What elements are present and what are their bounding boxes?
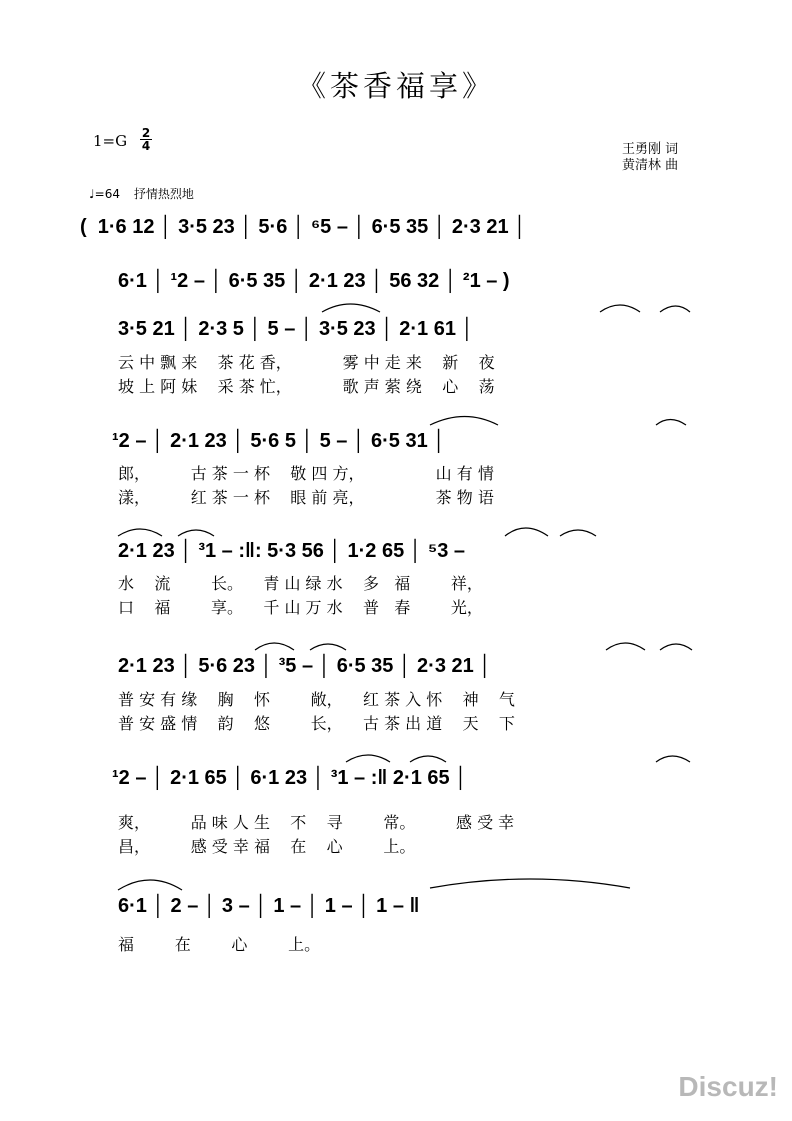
lyrics-row-3-verse-1: 云 中 飘 来 茶 花 香， 雾 中 走 来 新 夜 [118, 353, 495, 372]
lyrics-row-6-verse-2: 普 安 盛 情 韵 悠 长， 古 茶 出 道 天 下 [118, 714, 515, 733]
lyrics-row-6-verse-1: 普 安 有 缘 胸 怀 敞， 红 茶 入 怀 神 气 [118, 690, 515, 709]
lyrics-row-4-verse-2: 漾， 红 茶 一 杯 眼 前 亮， 茶 物 语 [118, 488, 494, 507]
slur-arc [600, 305, 640, 312]
slur-arc [118, 529, 162, 536]
tempo-expression: 抒情热烈地 [133, 187, 194, 201]
watermark: Discuz! [678, 1071, 778, 1102]
slur-arc [178, 530, 214, 536]
slur-arc [322, 304, 380, 312]
slur-arc [656, 420, 686, 426]
lyricist-credit: 王勇刚 词 [622, 142, 679, 157]
lyrics-row-5-verse-1: 水 流 长。 青 山 绿 水 多 福 祥， [118, 574, 483, 593]
page-title: 《茶香福享》 [296, 69, 495, 103]
tempo-marking [89, 185, 194, 202]
slur-arc [505, 528, 548, 536]
composer-credit: 黄清林 曲 [622, 158, 679, 173]
lyrics-row-4-verse-1: 郎， 古 茶 一 杯 敬 四 方， 山 有 情 [118, 464, 494, 483]
slur-arc [660, 644, 692, 650]
time-signature-top: 2 [141, 126, 151, 140]
lyrics-row-3-verse-2: 坡 上 阿 妹 采 茶 忙， 歌 声 萦 绕 心 荡 [118, 377, 495, 396]
slur-arc [656, 756, 690, 762]
slur-arc [560, 530, 596, 536]
lyrics-row-7-verse-2: 昌， 感 受 幸 福 在 心 上。 [118, 837, 416, 856]
notation-row-4: ¹2 – │ 2·1 23 │ 5·6 5 │ 5 – │ 6·5 31 │ [112, 430, 446, 452]
tempo-mark: ♩=64 [89, 187, 120, 201]
notation-row-7: ¹2 – │ 2·1 65 │ 6·1 23 │ ³1 – :‖ 2·1 65 │ [112, 767, 468, 789]
slur-arc [410, 756, 446, 762]
lyrics-row-5-verse-2: 口 福 享。 千 山 万 水 普 春 光， [118, 598, 483, 617]
time-signature [140, 127, 152, 152]
slur-arc [606, 643, 645, 650]
key-signature: 1=G [93, 132, 128, 150]
notation-row-5: 2·1 23 │ ³1 – :‖: 5·3 56 │ 1·2 65 │ ⁵3 – [118, 540, 466, 562]
slur-arc [430, 417, 498, 426]
slur-arc [346, 755, 390, 762]
slur-arc [310, 644, 346, 650]
slur-arc [660, 306, 690, 312]
lyrics-row-8-verse-1: 福 在 心 上。 [118, 935, 321, 954]
lyrics-row-7-verse-1: 爽， 品 味 人 生 不 寻 常。 感 受 幸 [118, 813, 515, 832]
slur-arc [430, 879, 630, 888]
notation-row-8: 6·1 │ 2 – │ 3 – │ 1 – │ 1 – │ 1 – ‖ [118, 895, 420, 917]
notation-row-2: 6·1 │ ¹2 – │ 6·5 35 │ 2·1 23 │ 56 32 │ ²1 – ) [118, 270, 510, 292]
notation-row-6: 2·1 23 │ 5·6 23 │ ³5 – │ 6·5 35 │ 2·3 21 │ [118, 655, 492, 677]
time-signature-bottom: 4 [141, 139, 151, 153]
notation-row-1: ( 1·6 12 │ 3·5 23 │ 5·6 │ ⁶5 – │ 6·5 35 │ 2·3 21 │ [80, 216, 527, 238]
notation-row-3: 3·5 21 │ 2·3 5 │ 5 – │ 3·5 23 │ 2·1 61 │ [118, 318, 475, 340]
slur-arc [118, 880, 182, 890]
slur-arc [255, 643, 294, 650]
